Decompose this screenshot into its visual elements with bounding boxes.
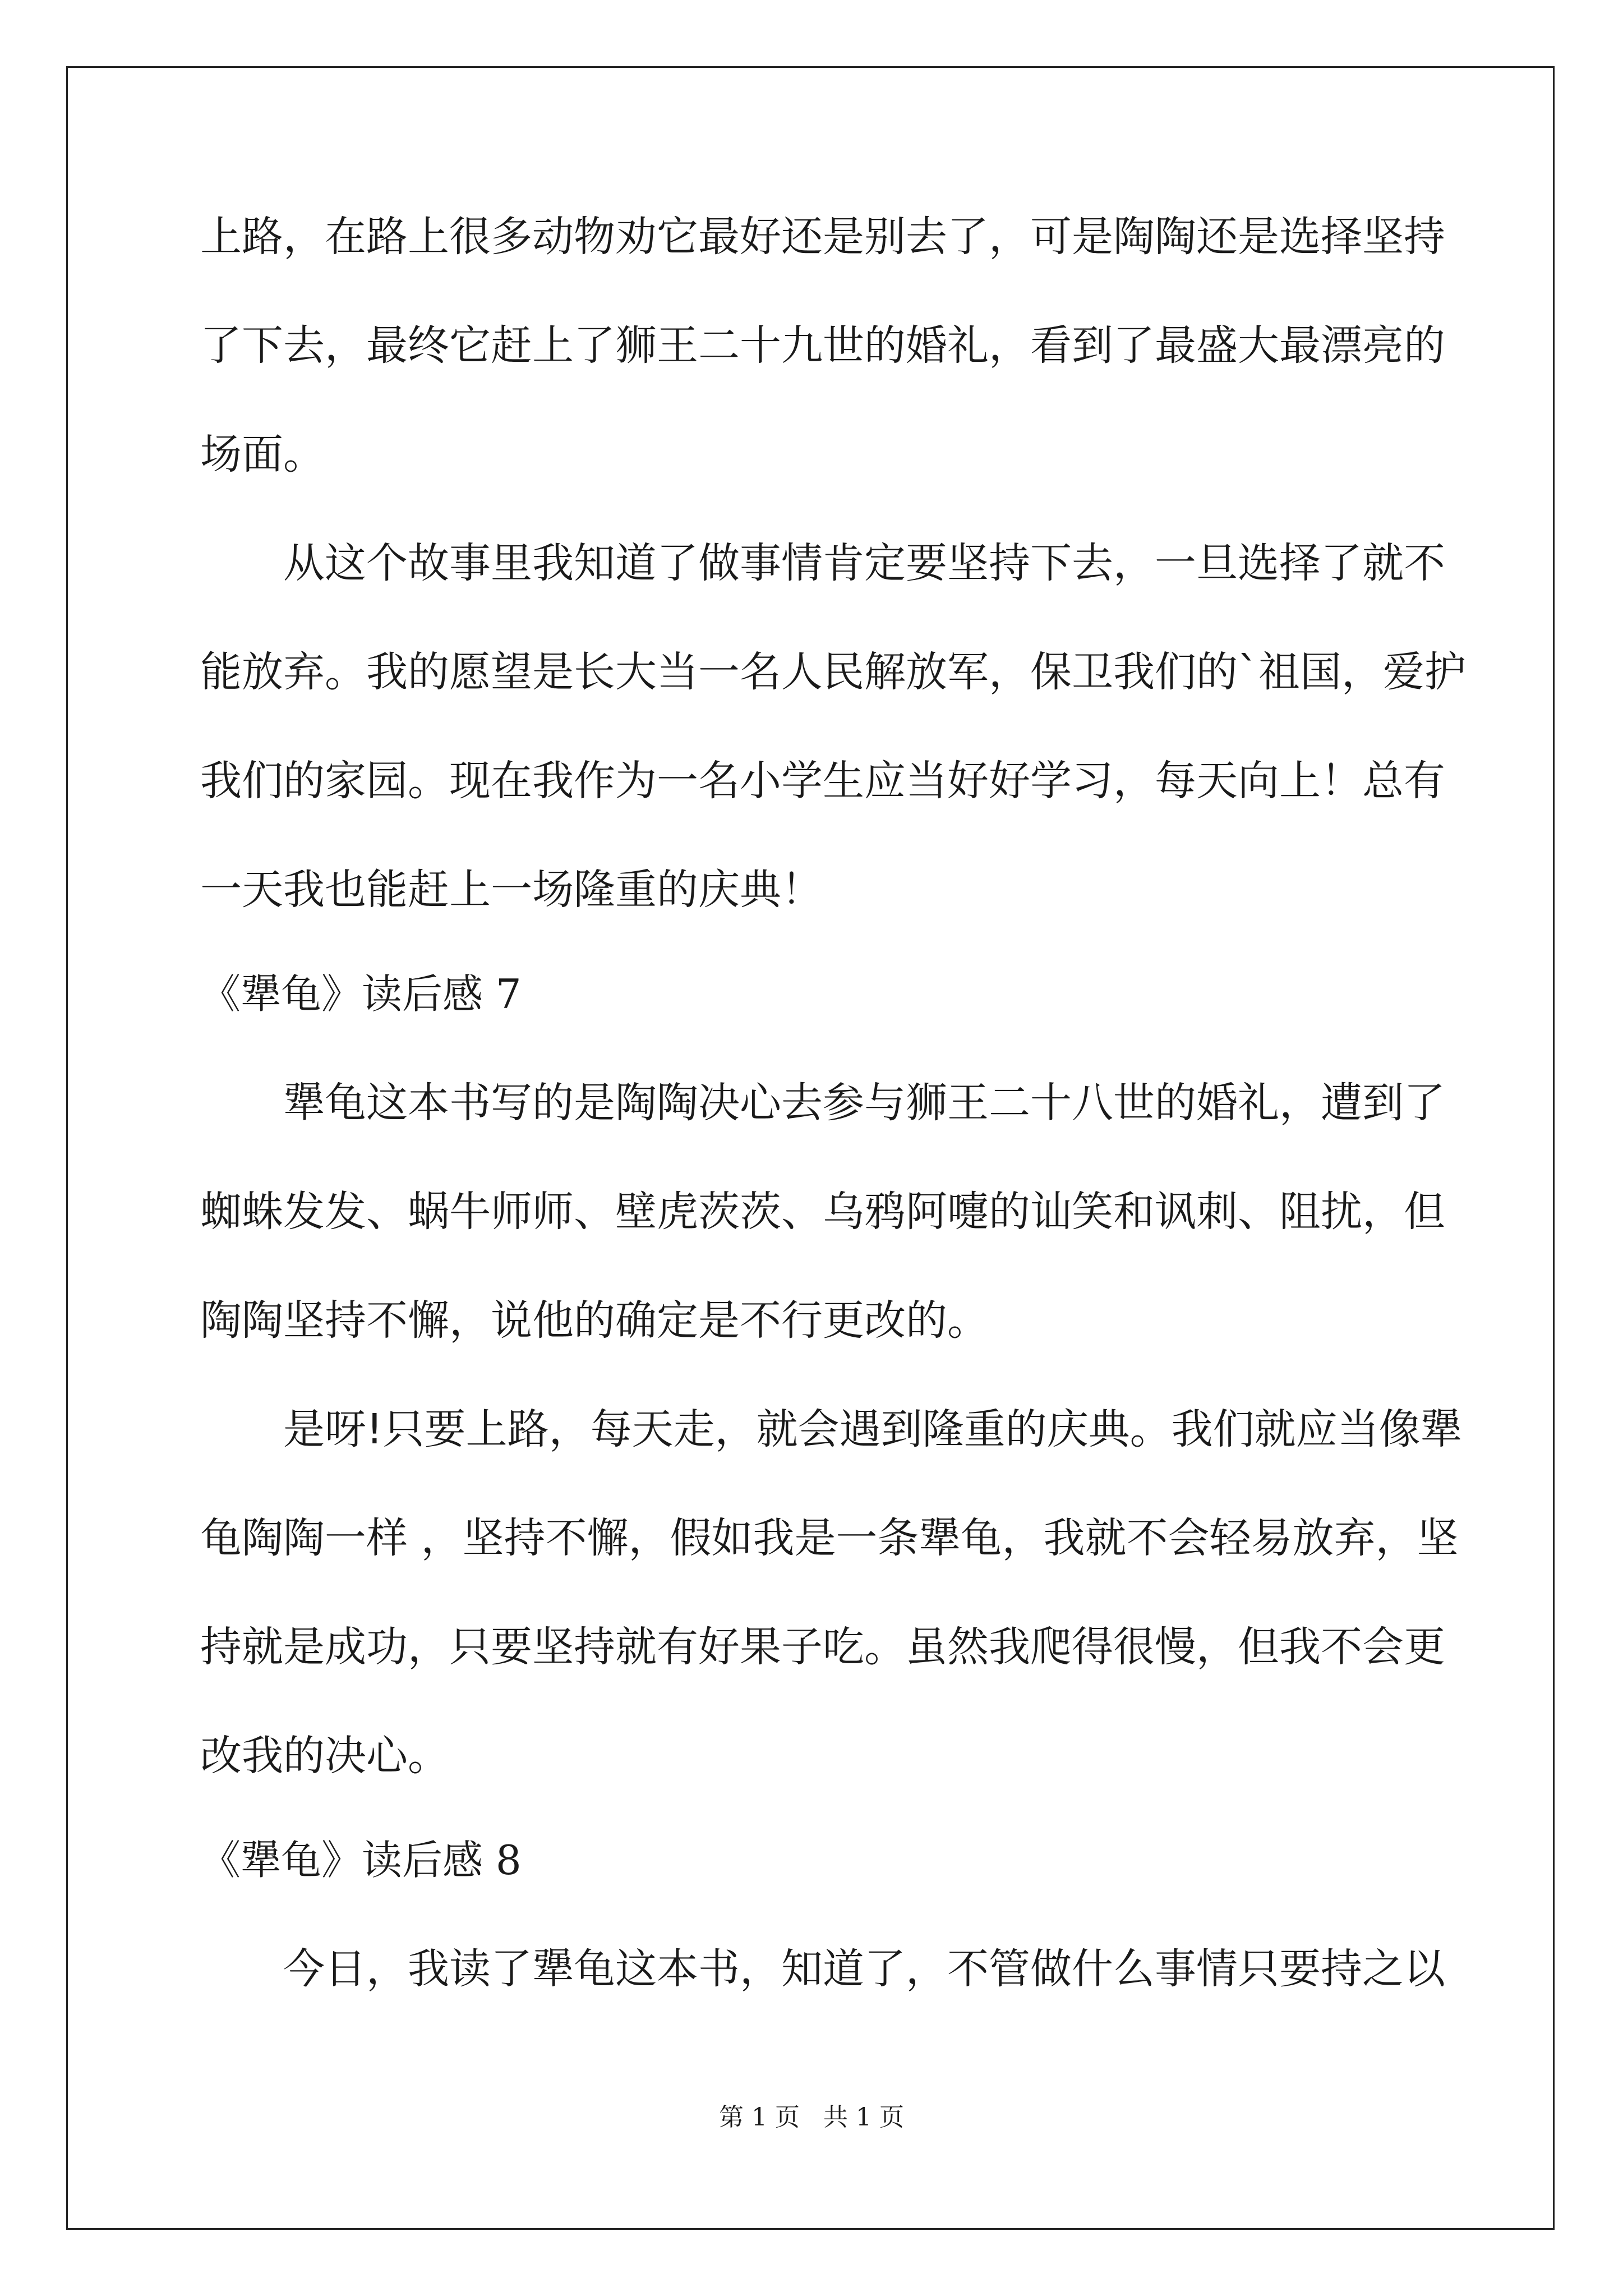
page-border — [66, 66, 1555, 2230]
text-line: 能放弃。我的愿望是长大当一名人民解放军，保卫我们的`祖国，爱护 — [200, 648, 1466, 696]
page-total: 共 1 页 — [823, 2103, 904, 2132]
text-line: 从这个故事里我知道了做事情肯定要坚持下去，一旦选择了就不 — [283, 539, 1445, 587]
text-line: 场面。 — [200, 430, 325, 478]
text-line: 上路，在路上很多动物劝它最好还是别去了，可是陶陶还是选择坚持 — [200, 213, 1445, 261]
page-number: 第 1 页 — [719, 2103, 800, 2132]
text-line: 持就是成功，只要坚持就有好果子吃。虽然我爬得很慢，但我不会更 — [200, 1623, 1445, 1671]
section-heading: 《犟龟》读后感 7 — [200, 970, 522, 1018]
text-line: 我们的家园。现在我作为一名小学生应当好好学习，每天向上！总有 — [200, 757, 1445, 805]
text-line: 蜘蛛发发、蜗牛师师、壁虎茨茨、乌鸦阿嚏的讪笑和讽刺、阻扰，但 — [200, 1188, 1445, 1236]
text-line: 了下去，最终它赶上了狮王二十九世的婚礼，看到了最盛大最漂亮的 — [200, 321, 1445, 370]
text-line: 犟龟这本书写的是陶陶决心去参与狮王二十八世的婚礼，遭到了 — [283, 1079, 1445, 1127]
page-footer — [0, 2097, 1623, 2133]
text-line: 是呀!只要上路，每天走，就会遇到隆重的庆典。我们就应当像犟 — [283, 1405, 1462, 1453]
text-line: 今日，我读了犟龟这本书，知道了，不管做什么事情只要持之以 — [283, 1945, 1445, 1993]
text-line: 改我的决心。 — [200, 1732, 449, 1780]
text-line: 龟陶陶一样 ，坚持不懈，假如我是一条犟龟，我就不会轻易放弃，坚 — [200, 1514, 1459, 1562]
text-line: 一天我也能赶上一场隆重的庆典！ — [200, 866, 823, 914]
text-line: 陶陶坚持不懈，说他的确定是不行更改的。 — [200, 1296, 989, 1345]
section-heading: 《犟龟》读后感 8 — [200, 1837, 522, 1884]
